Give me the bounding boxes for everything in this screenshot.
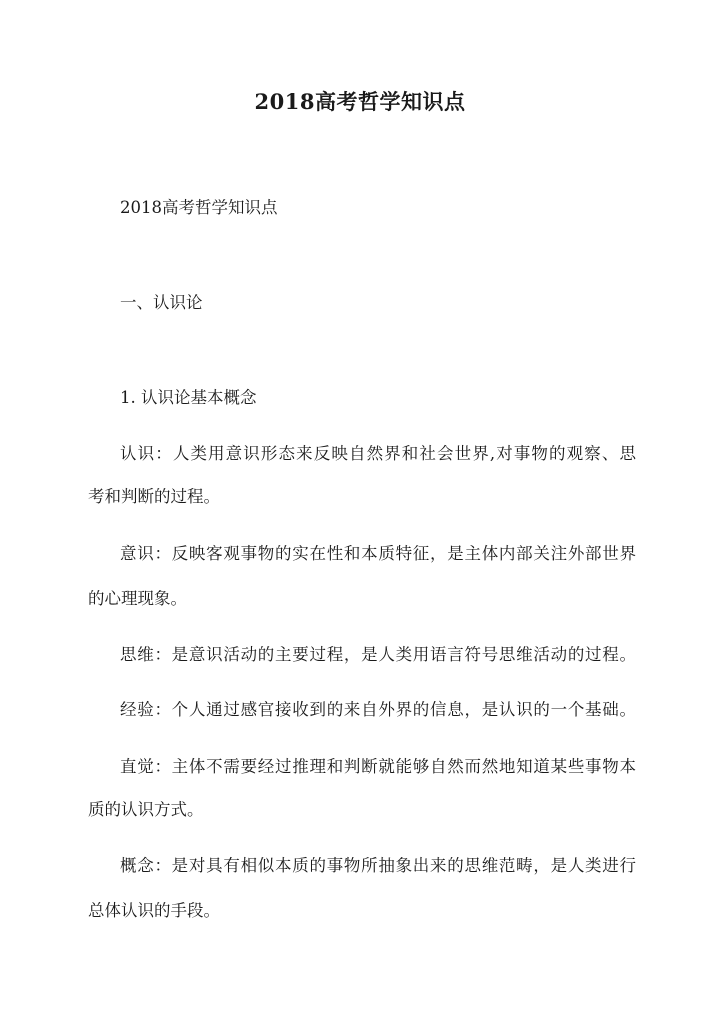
document-subtitle: 2018高考哲学知识点 [120,198,278,217]
paragraph-line: 概念：是对具有相似本质的事物所抽象出来的思维范畴，是人类进行 [120,856,636,875]
paragraph-line: 思维：是意识活动的主要过程，是人类用语言符号思维活动的过程。 [120,645,636,664]
paragraph-line: 意识：反映客观事物的实在性和本质特征，是主体内部关注外部世界 [120,544,636,563]
paragraph-line: 经验：个人通过感官接收到的来自外界的信息，是认识的一个基础。 [120,700,636,719]
paragraph-line: 总体认识的手段。 [88,901,220,920]
section-heading: 一、认识论 [120,293,203,312]
paragraph-line: 认识：人类用意识形态来反映自然界和社会世界,对事物的观察、思 [120,444,636,463]
subsection-heading: 1. 认识论基本概念 [120,388,257,407]
paragraph-line: 直觉：主体不需要经过推理和判断就能够自然而然地知道某些事物本 [120,757,636,776]
paragraph-line: 的心理现象。 [88,589,187,608]
document-title: 2018高考哲学知识点 [254,89,466,114]
paragraph-line: 质的认识方式。 [88,800,204,819]
paragraph-line: 考和判断的过程。 [88,487,220,506]
